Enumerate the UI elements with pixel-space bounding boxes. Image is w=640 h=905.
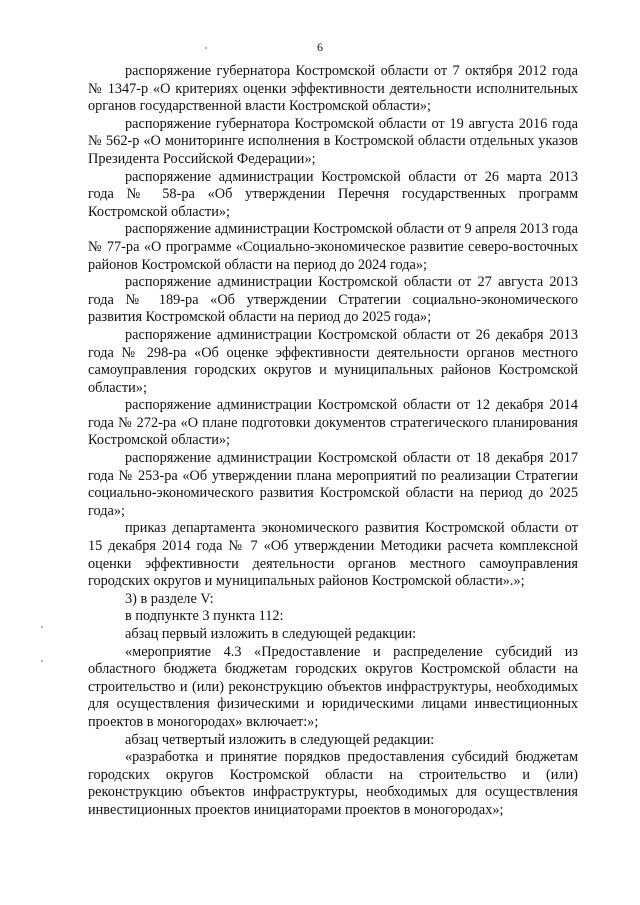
paragraph-development: «разработка и принятие порядков предоставления субсидий бюджетам городских округов Костромской области на строительство и (или) реконструкцию объектов инфраструктуры, необходимых для осуществления инвестиционных проектов инициаторами проектов в моногородах»;: [88, 749, 578, 818]
paragraph-section-v: 3) в разделе V:: [125, 590, 214, 607]
paragraph-gubernator-562: распоряжение губернатора Костромской области от 19 августа 2016 года № 562-р «О мониторинге исполнения в Костромской области отдельных указов Президента Российской Федерации»;: [88, 115, 578, 167]
document-body: [88, 63, 578, 820]
scan-speck: [205, 47, 207, 49]
paragraph-admin-272: распоряжение администрации Костромской области от 12 декабря 2014 года № 272-ра «О плане подготовки документов стратегического планирования Костромской области»;: [88, 397, 578, 449]
paragraph-admin-189: распоряжение администрации Костромской области от 27 августа 2013 года № 189-ра «Об утверждении Стратегии социально-экономического развития Костромской области на период до 2025 года»;: [88, 274, 578, 326]
page-number: 6: [317, 40, 323, 54]
paragraph-gubernator-1347: распоряжение губернатора Костромской области от 7 октября 2012 года № 1347-р «О критериях оценки эффективности деятельности исполнительных органов государственной власти Костромской области»;: [88, 63, 578, 115]
paragraph-admin-77: распоряжение администрации Костромской области от 9 апреля 2013 года № 77-ра «О программе «Социально-экономическое развитие северо-восточных районов Костромской области на период до 2024 года»;: [88, 221, 578, 273]
paragraph-admin-253: распоряжение администрации Костромской области от 18 декабря 2017 года № 253-ра «Об утверждении плана мероприятий по реализации Стратегии социально-экономического развития Костромской области на период до 2025 года»;: [88, 450, 578, 519]
paragraph-admin-58: распоряжение администрации Костромской области от 26 марта 2013 года № 58-ра «Об утверждении Перечня государственных программ Костромской области»;: [88, 168, 578, 220]
scan-speck: [41, 660, 43, 662]
paragraph-fourth-abzac: абзац четвертый изложить в следующей редакции:: [125, 731, 435, 748]
paragraph-subitem-3: в подпункте 3 пункта 112:: [125, 608, 284, 625]
scan-speck: [41, 626, 43, 628]
paragraph-order-7: приказ департамента экономического развития Костромской области от 15 декабря 2014 года № 7 «Об утверждении Методики расчета комплексной оценки эффективности деятельности органов местного самоуправления городских округов и муниципальных районов Костромской области».»;: [88, 520, 578, 590]
paragraph-first-abzac: абзац первый изложить в следующей редакции:: [125, 626, 417, 642]
paragraph-admin-298: распоряжение администрации Костромской области от 26 декабря 2013 года № 298-ра «Об оценке эффективности деятельности органов местного самоуправления городских округов и муниципальных районов Костромской области»;: [88, 326, 578, 396]
paragraph-measure-4-3: «мероприятие 4.3 «Предоставление и распределение субсидий из областного бюджета бюджетам городских округов Костромской области на строительство и (или) реконструкцию объектов инфраструктуры, необходимых для осуществления физическими и юридическими лицами инвестиционных проектов в моногородах» включает:»;: [88, 643, 578, 730]
